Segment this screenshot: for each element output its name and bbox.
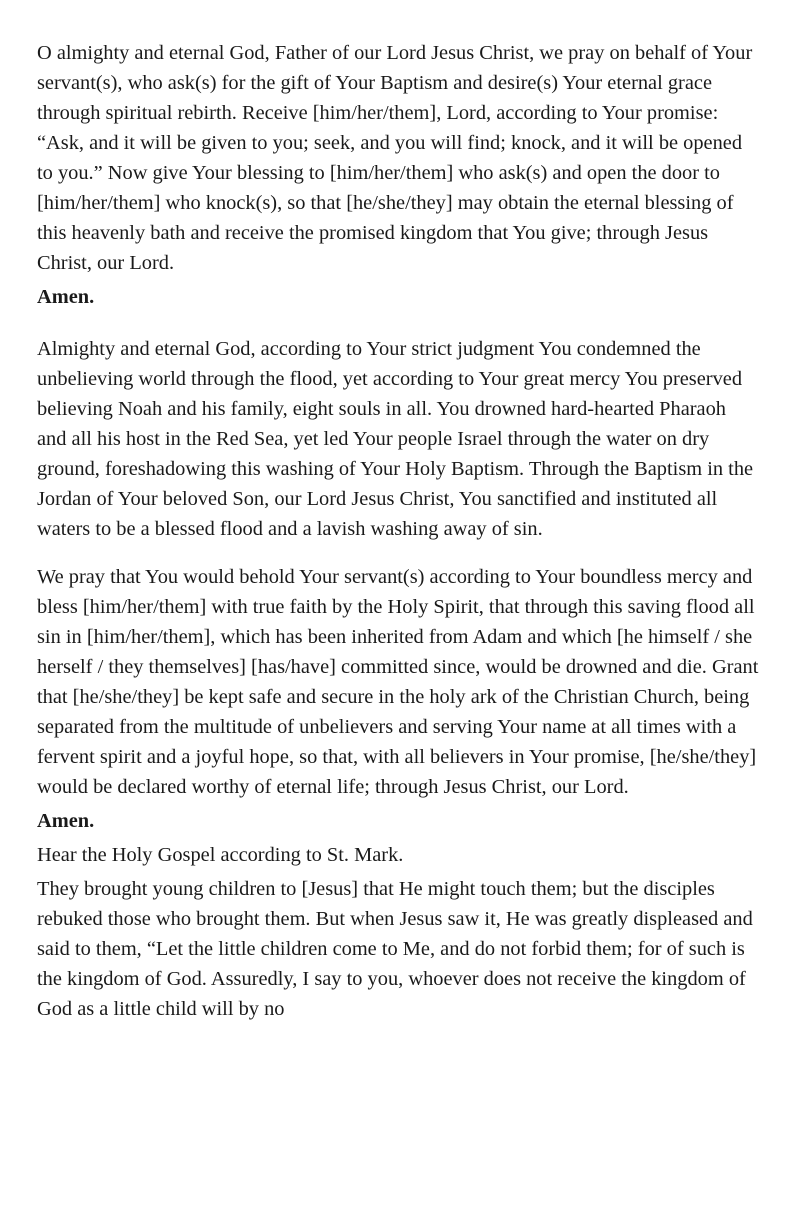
amen-response-1: Amen. [37, 286, 95, 308]
prayer-paragraph-3: We pray that You would behold Your servant(s) according to Your boundless mercy and bless [him/her/them] with true faith by the Holy Spirit, that through this saving flood all sin in [him/her/them], which has been inherited from Adam and which [he himself / she herself / they themselves] [has/have] committed since, would be drowned and die. Grant that [he/she/they] be kept safe and secure in the holy ark of the Christian Church, being separated from the multitude of unbelievers and serving Your name at all times with a fervent spirit and a joyful hope, so that, with all believers in Your promise, [he/she/they] would be declared worthy of eternal life; through Jesus Christ, our Lord. [37, 566, 759, 798]
prayer-paragraph-2: Almighty and eternal God, according to Your strict judgment You condemned the unbelieving world through the flood, yet according to Your great mercy You preserved believing Noah and his family, eight souls in all. You drowned hard-hearted Pharaoh and all his host in the Red Sea, yet led Your people Israel through the water on dry ground, foreshadowing this washing of Your Holy Baptism. Through the Baptism in the Jordan of Your beloved Son, our Lord Jesus Christ, You sanctified and instituted all waters to be a blessed flood and a lavish washing away of sin. [37, 338, 754, 540]
prayer-paragraph-1: O almighty and eternal God, Father of our Lord Jesus Christ, we pray on behalf of Your servant(s), who ask(s) for the gift of Your Baptism and desire(s) Your eternal grace through spiritual rebirth. Receive [him/her/them], Lord, according to Your promise: “Ask, and it will be given to you; seek, and you will find; knock, and it will be opened to you.” Now give Your blessing to [him/her/them] who ask(s) and open the door to [him/her/them] who knock(s), so that [he/she/they] may obtain the eternal blessing of this heavenly bath and receive the promised kingdom that You give; through Jesus Christ, our Lord. [37, 42, 753, 274]
amen-response-2: Amen. [37, 810, 95, 832]
gospel-text: They brought young children to [Jesus] that He might touch them; but the disciples rebuked those who brought them. But when Jesus saw it, He was greatly displeased and said to them, “Let the little children come to Me, and do not forbid them; for of such is the kingdom of God. Assuredly, I say to you, whoever does not receive the kingdom of God as a little child will by no [37, 878, 753, 1020]
gospel-intro: Hear the Holy Gospel according to St. Mark. [37, 844, 404, 866]
document-page [37, 38, 759, 1024]
